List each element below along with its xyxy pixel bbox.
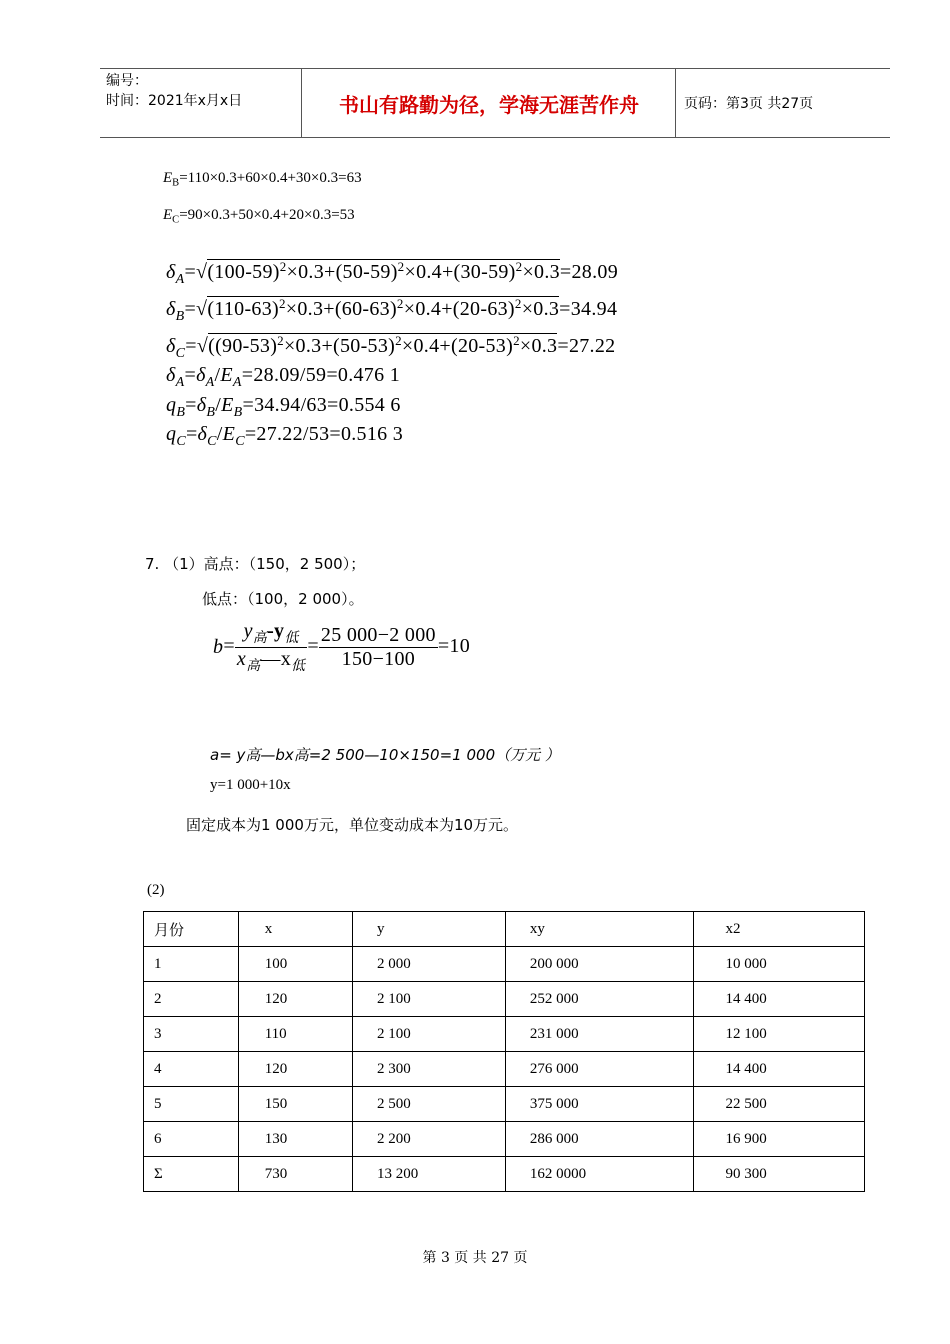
qc-formula: $q_C=\delta_C/E_C=27.22/53=0.516$ 3 — [166, 423, 404, 449]
sigma-c-formula: $\delta_C=√((90-53)^2\times 0.3+(50-53)^2\times 0.4+(20-53)^2\times 0.3=27.22$ — [166, 333, 616, 362]
sigma-a-term3: ×0.4+(30-59) — [404, 261, 516, 284]
table-cell: 130 — [238, 1122, 352, 1157]
a-line: a= y高—bx高=2 500—10×150=1 000（万元 ） — [210, 746, 560, 764]
page-header — [100, 68, 890, 138]
table-cell: 100 — [238, 947, 352, 982]
eb-line: $E_B=110\times 0.3+60\times 0.4+30\times 0.3=63$ — [163, 170, 362, 189]
table-cell: 6 — [144, 1122, 239, 1157]
header-cell: 月份 — [144, 912, 239, 947]
sigma-c-term1: ((90-53) — [208, 335, 278, 358]
qa-formula: $\delta_A=\delta_A/E_A=28.09/59=0.476$ 1 — [166, 364, 400, 390]
b-den-high: 高 — [246, 658, 261, 674]
table-cell: 4 — [144, 1052, 239, 1087]
qa-result: =28.09/59=0.476 1 — [241, 364, 400, 386]
b-num-mid: -y — [267, 620, 285, 642]
conclusion-line: 固定成本为1 000万元，单位变动成本为10万元。 — [186, 816, 519, 834]
table-cell: 10 000 — [693, 947, 864, 982]
table-cell: 14 400 — [693, 982, 864, 1017]
header-meta — [106, 71, 242, 111]
sigma-a-term1: (100-59) — [207, 261, 280, 284]
table-cell: 12 100 — [693, 1017, 864, 1052]
table-cell: 200 000 — [505, 947, 693, 982]
b-formula: b= $\frac{y_高-y_低}{x_高—x_低}$ = $\frac{25 000-2 000}{150-100}$ =10 — [213, 620, 470, 674]
table-cell: 3 — [144, 1017, 239, 1052]
qb-result: =34.94/63=0.554 6 — [242, 394, 401, 416]
b-symbolic-fraction — [235, 620, 307, 675]
y-equation: y=1 000+10x — [210, 777, 291, 793]
qb-formula: $q_B=\delta_B/E_B=34.94/63=0.554$ 6 — [166, 394, 401, 420]
sigma-c-term2: ×0.3+(50-53) — [283, 335, 396, 358]
b-num-high: 高 — [252, 630, 268, 646]
sigma-a-result: =28.09 — [559, 261, 619, 284]
b-den-x: x — [236, 647, 247, 670]
ec-value: =90×0.3+50×0.4+20×0.3=53 — [179, 207, 355, 223]
time-label: 时间：2021年x月x日 — [106, 93, 243, 109]
table-cell: 110 — [238, 1017, 352, 1052]
table-cell: 2 100 — [352, 982, 505, 1017]
table-cell: 16 900 — [693, 1122, 864, 1157]
table-cell: 22 500 — [693, 1087, 864, 1122]
table-cell: Σ — [144, 1157, 239, 1192]
eb-value: =110×0.3+60×0.4+30×0.3=63 — [179, 170, 362, 186]
high-point-line: 7. （1）高点：（150，2 500）； — [145, 555, 366, 573]
table-cell: 252 000 — [505, 982, 693, 1017]
sigma-b-result: =34.94 — [559, 298, 618, 321]
number-label: 编号： — [106, 73, 148, 89]
table-cell: 120 — [238, 1052, 352, 1087]
sigma-b-term1: (110-63) — [207, 298, 279, 321]
qc-result: =27.22/53=0.516 3 — [244, 423, 404, 445]
table-cell: 1 — [144, 947, 239, 982]
b-value-num: 25 000−2 000 — [320, 623, 436, 646]
table-cell: 14 400 — [693, 1052, 864, 1087]
page-footer: 第 3 页 共 27 页 — [422, 1250, 528, 1266]
sigma-c-term4: ×0.3 — [519, 335, 558, 358]
header-cell: x2 — [693, 912, 864, 947]
table-row — [144, 1122, 865, 1157]
sigma-a-term4: ×0.3 — [522, 261, 560, 284]
table-row — [144, 1017, 865, 1052]
table-row — [144, 947, 865, 982]
table-cell: 2 100 — [352, 1017, 505, 1052]
table-cell: 286 000 — [505, 1122, 693, 1157]
table-cell: 2 000 — [352, 947, 505, 982]
header-divider — [675, 69, 676, 137]
table-cell: 2 — [144, 982, 239, 1017]
ec-line: $E_C=90\times 0.3+50\times 0.4+20\times 0.3=53$ — [163, 207, 355, 226]
header-cell: x — [238, 912, 352, 947]
table-cell: 276 000 — [505, 1052, 693, 1087]
b-numeric-fraction — [319, 624, 438, 671]
table-cell: 5 — [144, 1087, 239, 1122]
table-cell: 2 500 — [352, 1087, 505, 1122]
table-cell: 162 0000 — [505, 1157, 693, 1192]
section2-label: (2) — [147, 882, 165, 898]
table-cell: 2 300 — [352, 1052, 505, 1087]
b-num-low: 低 — [284, 630, 299, 646]
sigma-c-term3: ×0.4+(20-53) — [401, 335, 514, 358]
sigma-b-term2: ×0.3+(60-63) — [285, 298, 397, 321]
table-cell: 2 200 — [352, 1122, 505, 1157]
table-row — [144, 1087, 865, 1122]
b-num-y: y — [243, 620, 253, 642]
table-row — [144, 982, 865, 1017]
header-motto: 书山有路勤为径，学海无涯苦作舟 — [339, 92, 639, 117]
regression-table — [143, 911, 865, 1192]
low-point-line: 低点：（100，2 000）。 — [202, 590, 364, 608]
sigma-b-term3: ×0.4+(20-63) — [403, 298, 515, 321]
b-value-den: 150−100 — [341, 647, 416, 670]
table-cell: 13 200 — [352, 1157, 505, 1192]
table-cell: 150 — [238, 1087, 352, 1122]
table-cell: 375 000 — [505, 1087, 693, 1122]
table-cell: 231 000 — [505, 1017, 693, 1052]
b-den-mid: —x — [260, 647, 292, 670]
table-row — [144, 1052, 865, 1087]
table-total-row — [144, 1157, 865, 1192]
table-cell: 120 — [238, 982, 352, 1017]
table-cell: 90 300 — [693, 1157, 864, 1192]
sigma-a-term2: ×0.3+(50-59) — [286, 261, 398, 284]
b-den-low: 低 — [291, 658, 306, 674]
sigma-a-formula: $\delta_A=√(100-59)^2\times 0.3+(50-59)^2\times 0.4+(30-59)^2\times 0.3=28.09$ — [166, 259, 619, 288]
header-cell: xy — [505, 912, 693, 947]
table-cell: 730 — [238, 1157, 352, 1192]
b-result: =10 — [437, 634, 470, 657]
sigma-b-term4: ×0.3 — [521, 298, 560, 321]
header-cell: y — [352, 912, 505, 947]
sigma-b-formula: $\delta_B=√(110-63)^2\times 0.3+(60-63)^2\times 0.4+(20-63)^2\times 0.3=34.94$ — [166, 296, 618, 325]
header-page-info: 页码：第3页 共27页 — [684, 96, 814, 112]
sigma-c-result: =27.22 — [557, 335, 616, 358]
table-header-row — [144, 912, 865, 947]
